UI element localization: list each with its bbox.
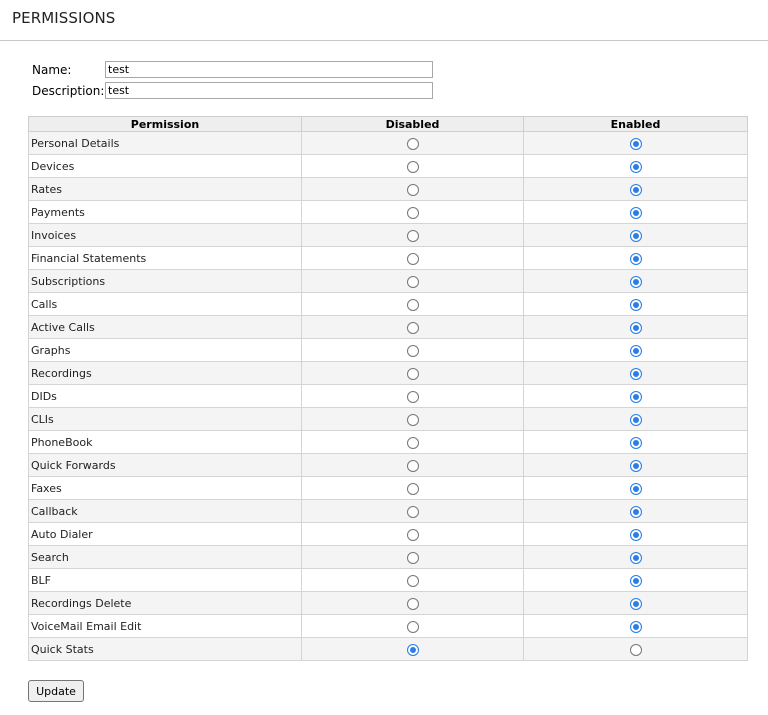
disabled-cell (302, 293, 524, 316)
enabled-cell (524, 569, 748, 592)
disabled-cell (302, 270, 524, 293)
enabled-cell (524, 201, 748, 224)
title-divider (0, 40, 768, 41)
permission-name: Callback (29, 500, 302, 523)
disabled-cell (302, 592, 524, 615)
permission-name: Financial Statements (29, 247, 302, 270)
permission-name: BLF (29, 569, 302, 592)
permission-name: Subscriptions (29, 270, 302, 293)
enabled-cell (524, 155, 748, 178)
name-label: Name: (32, 63, 72, 77)
enabled-cell (524, 592, 748, 615)
table-row (29, 500, 748, 523)
disabled-radio[interactable] (407, 575, 419, 587)
disabled-cell (302, 615, 524, 638)
permission-name: Personal Details (29, 132, 302, 155)
disabled-radio[interactable] (407, 276, 419, 288)
enabled-cell (524, 615, 748, 638)
permission-name: Recordings Delete (29, 592, 302, 615)
disabled-radio[interactable] (407, 644, 419, 656)
permission-name: DIDs (29, 385, 302, 408)
enabled-radio[interactable] (630, 276, 642, 288)
enabled-radio[interactable] (630, 368, 642, 380)
permission-name: Calls (29, 293, 302, 316)
table-row (29, 523, 748, 546)
enabled-radio[interactable] (630, 299, 642, 311)
enabled-radio[interactable] (630, 644, 642, 656)
enabled-radio[interactable] (630, 529, 642, 541)
enabled-cell (524, 316, 748, 339)
disabled-radio[interactable] (407, 322, 419, 334)
table-row (29, 201, 748, 224)
enabled-cell (524, 477, 748, 500)
name-input[interactable] (105, 61, 433, 78)
permissions-table (28, 116, 748, 661)
page-title: PERMISSIONS (12, 9, 116, 27)
disabled-radio[interactable] (407, 230, 419, 242)
permission-name: Payments (29, 201, 302, 224)
permission-name: Invoices (29, 224, 302, 247)
disabled-cell (302, 638, 524, 661)
disabled-cell (302, 454, 524, 477)
disabled-cell (302, 362, 524, 385)
enabled-radio[interactable] (630, 345, 642, 357)
enabled-cell (524, 638, 748, 661)
enabled-radio[interactable] (630, 598, 642, 610)
disabled-radio[interactable] (407, 184, 419, 196)
table-row (29, 546, 748, 569)
disabled-cell (302, 408, 524, 431)
disabled-cell (302, 132, 524, 155)
disabled-radio[interactable] (407, 621, 419, 633)
disabled-radio[interactable] (407, 506, 419, 518)
permission-name: Auto Dialer (29, 523, 302, 546)
enabled-radio[interactable] (630, 552, 642, 564)
permission-name: Quick Stats (29, 638, 302, 661)
table-row (29, 155, 748, 178)
permission-name: Recordings (29, 362, 302, 385)
table-row (29, 362, 748, 385)
disabled-radio[interactable] (407, 437, 419, 449)
table-row (29, 592, 748, 615)
disabled-column-header: Disabled (302, 117, 524, 132)
permission-name: Quick Forwards (29, 454, 302, 477)
permission-name: Devices (29, 155, 302, 178)
enabled-cell (524, 339, 748, 362)
table-row (29, 638, 748, 661)
enabled-radio[interactable] (630, 138, 642, 150)
disabled-cell (302, 500, 524, 523)
enabled-radio[interactable] (630, 460, 642, 472)
permission-column-header: Permission (29, 117, 302, 132)
enabled-radio[interactable] (630, 506, 642, 518)
disabled-cell (302, 477, 524, 500)
disabled-cell (302, 339, 524, 362)
permission-name: Search (29, 546, 302, 569)
disabled-radio[interactable] (407, 207, 419, 219)
enabled-radio[interactable] (630, 391, 642, 403)
disabled-radio[interactable] (407, 483, 419, 495)
disabled-cell (302, 178, 524, 201)
table-row (29, 270, 748, 293)
update-button[interactable]: Update (28, 680, 84, 702)
enabled-radio[interactable] (630, 414, 642, 426)
enabled-cell (524, 224, 748, 247)
enabled-radio[interactable] (630, 184, 642, 196)
enabled-cell (524, 523, 748, 546)
permission-name: VoiceMail Email Edit (29, 615, 302, 638)
permission-name: PhoneBook (29, 431, 302, 454)
table-row (29, 247, 748, 270)
enabled-radio[interactable] (630, 161, 642, 173)
disabled-radio[interactable] (407, 391, 419, 403)
table-row (29, 454, 748, 477)
description-input[interactable] (105, 82, 433, 99)
enabled-cell (524, 132, 748, 155)
disabled-cell (302, 155, 524, 178)
disabled-cell (302, 247, 524, 270)
table-row (29, 224, 748, 247)
table-row (29, 477, 748, 500)
disabled-radio[interactable] (407, 345, 419, 357)
enabled-radio[interactable] (630, 575, 642, 587)
disabled-radio[interactable] (407, 414, 419, 426)
table-row (29, 316, 748, 339)
enabled-cell (524, 546, 748, 569)
disabled-cell (302, 385, 524, 408)
table-row (29, 339, 748, 362)
enabled-cell (524, 178, 748, 201)
disabled-cell (302, 546, 524, 569)
enabled-cell (524, 247, 748, 270)
disabled-cell (302, 224, 524, 247)
enabled-cell (524, 270, 748, 293)
permission-name: CLIs (29, 408, 302, 431)
enabled-radio[interactable] (630, 483, 642, 495)
permission-name: Graphs (29, 339, 302, 362)
table-row (29, 132, 748, 155)
enabled-cell (524, 500, 748, 523)
enabled-cell (524, 362, 748, 385)
disabled-radio[interactable] (407, 138, 419, 150)
table-row (29, 431, 748, 454)
disabled-radio[interactable] (407, 368, 419, 380)
disabled-cell (302, 431, 524, 454)
enabled-radio[interactable] (630, 621, 642, 633)
table-row (29, 569, 748, 592)
description-label: Description: (32, 84, 105, 98)
table-row (29, 385, 748, 408)
table-row (29, 615, 748, 638)
enabled-cell (524, 293, 748, 316)
table-row (29, 293, 748, 316)
disabled-cell (302, 523, 524, 546)
disabled-radio[interactable] (407, 529, 419, 541)
permissions-body (29, 132, 748, 661)
permission-name: Faxes (29, 477, 302, 500)
enabled-radio[interactable] (630, 253, 642, 265)
disabled-cell (302, 201, 524, 224)
enabled-cell (524, 385, 748, 408)
disabled-radio[interactable] (407, 161, 419, 173)
enabled-radio[interactable] (630, 322, 642, 334)
enabled-column-header: Enabled (524, 117, 748, 132)
disabled-radio[interactable] (407, 253, 419, 265)
disabled-radio[interactable] (407, 598, 419, 610)
disabled-radio[interactable] (407, 299, 419, 311)
table-row (29, 178, 748, 201)
permission-name: Rates (29, 178, 302, 201)
disabled-radio[interactable] (407, 460, 419, 472)
enabled-cell (524, 408, 748, 431)
permission-name: Active Calls (29, 316, 302, 339)
table-row (29, 408, 748, 431)
enabled-radio[interactable] (630, 437, 642, 449)
enabled-radio[interactable] (630, 207, 642, 219)
table-header-row (29, 117, 748, 132)
enabled-cell (524, 431, 748, 454)
disabled-radio[interactable] (407, 552, 419, 564)
enabled-radio[interactable] (630, 230, 642, 242)
enabled-cell (524, 454, 748, 477)
disabled-cell (302, 316, 524, 339)
disabled-cell (302, 569, 524, 592)
